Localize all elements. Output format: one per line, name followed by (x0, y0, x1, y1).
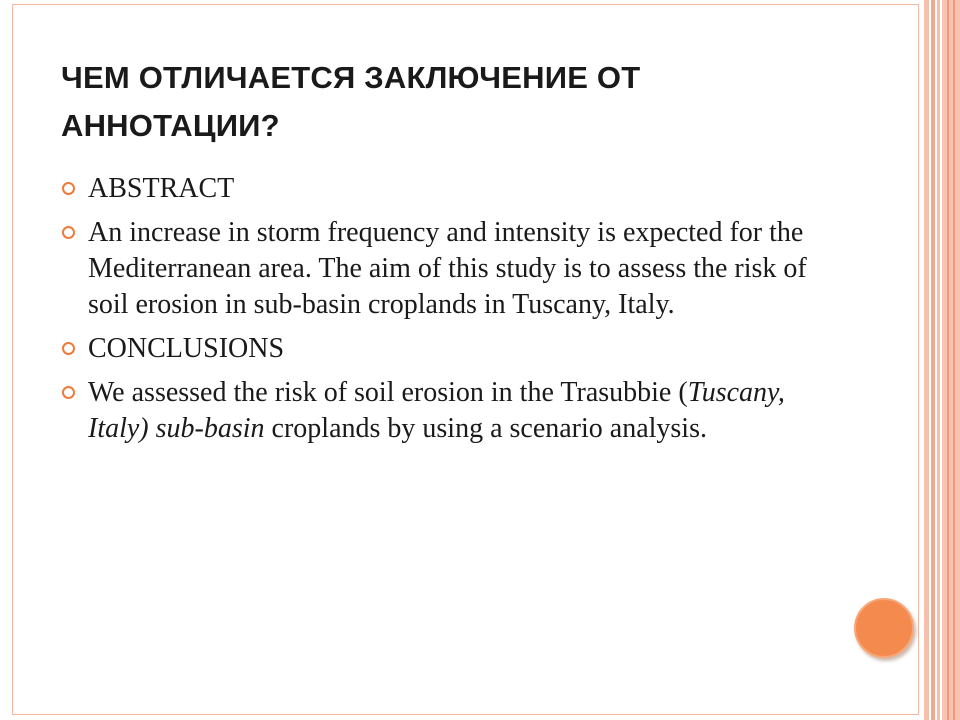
bullet-item-conclusions-text (62, 375, 842, 447)
right-decor-stripe (953, 0, 955, 720)
bullet-text-italic: Tuscany, Italy) sub-basin (88, 377, 785, 444)
ring-bullet-icon (62, 182, 75, 195)
bullet-item-conclusions-heading (62, 331, 842, 367)
ring-bullet-icon (62, 226, 75, 239)
ring-bullet-icon (62, 386, 75, 399)
bullet-text: An increase in storm frequency and intensity is expected for the Mediterranean area. The aim of this study is to assess the risk of soil erosion in sub-basin croplands in Tuscany, Italy. (88, 217, 807, 320)
bullet-item-abstract-heading (62, 171, 842, 207)
bullet-text: CONCLUSIONS (88, 333, 285, 364)
right-decor-stripe (937, 0, 940, 720)
orange-circle-decoration (854, 598, 914, 658)
bullet-item-abstract-text (62, 215, 842, 323)
right-decor-stripe (931, 0, 935, 720)
bullet-text-start: We assessed the risk of soil erosion in the Trasubbie ( (88, 377, 688, 408)
slide-title: ЧЕМ ОТЛИЧАЕТСЯ ЗАКЛЮЧЕНИЕ ОТ АННОТАЦИИ? (61, 60, 641, 143)
bullet-text-end: croplands by using a scenario analysis. (264, 413, 707, 444)
right-decor-stripe (942, 0, 960, 720)
right-decor-stripe (947, 0, 949, 720)
bullet-list (62, 171, 842, 455)
right-decor-stripe (924, 0, 929, 720)
ring-bullet-icon (62, 342, 75, 355)
bullet-text: ABSTRACT (88, 173, 235, 204)
